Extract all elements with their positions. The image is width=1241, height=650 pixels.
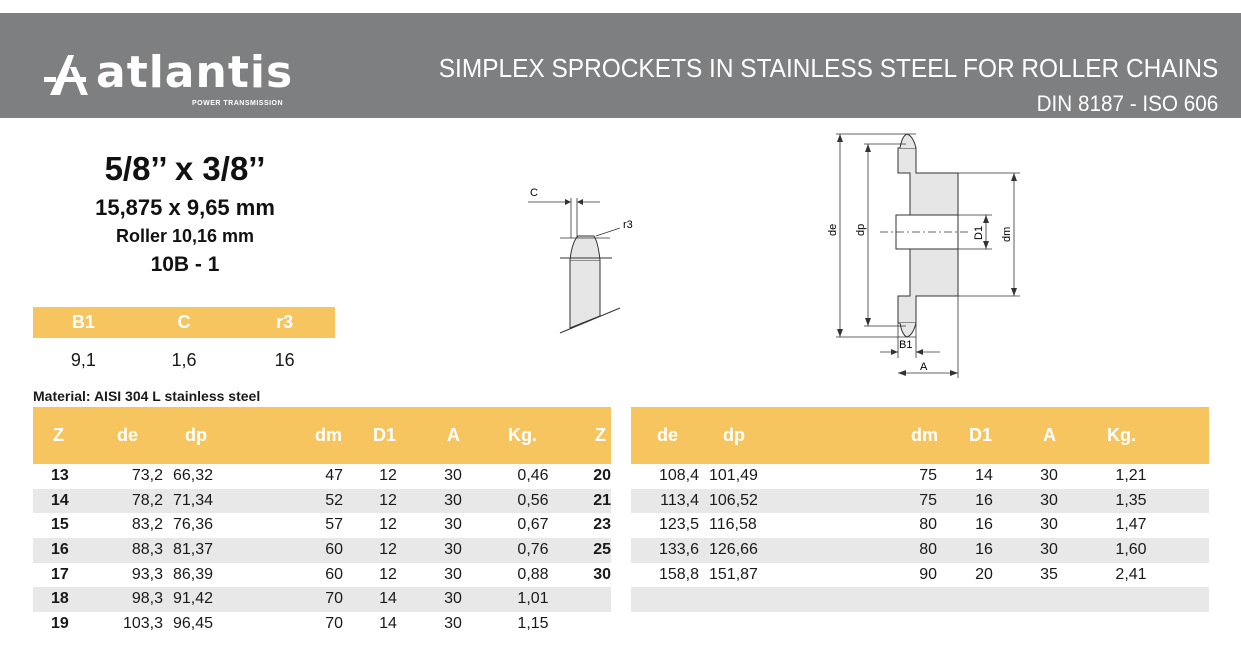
col-a: A	[1043, 425, 1056, 445]
col-de: de	[657, 425, 679, 445]
spec-roller: Roller 10,16 mm	[115, 226, 255, 246]
table-row	[631, 513, 1209, 538]
header-r3: r3	[276, 312, 294, 332]
label-de: de	[827, 223, 839, 236]
cell-kg: 0,76	[517, 541, 549, 559]
header-b1: B1	[71, 312, 95, 332]
cell-d1: 16	[975, 516, 993, 534]
value-b1: 9,1	[70, 350, 96, 370]
cell-kg: 2,41	[1115, 565, 1147, 583]
cell-dp: 101,49	[709, 467, 758, 484]
cell-de: 93,3	[131, 565, 163, 583]
cell-de: 78,2	[131, 491, 163, 509]
cell-kg: 1,21	[1115, 467, 1147, 484]
spec-code: 10B - 1	[150, 253, 220, 276]
cell-kg: 1,60	[1115, 541, 1147, 559]
cell-dm: 60	[325, 565, 343, 583]
cell-z: 13	[51, 467, 69, 484]
cell-a: 35	[1040, 565, 1058, 583]
tooth-table-header	[33, 307, 335, 338]
cell-de: 158,8	[658, 565, 699, 583]
cell-dm: 80	[919, 516, 937, 534]
label-r3: r3	[623, 219, 633, 231]
brand-name: atlantis	[96, 47, 294, 98]
col-a: A	[447, 425, 460, 445]
value-c: 1,6	[171, 350, 197, 370]
cell-de: 83,2	[131, 516, 163, 534]
cell-d1: 12	[379, 565, 397, 583]
cell-dp: 106,52	[709, 491, 758, 509]
spec-pitch-mm: 15,875 x 9,65 mm	[95, 195, 275, 220]
cell-dp: 71,34	[173, 491, 214, 509]
brand-tagline: POWER TRANSMISSION	[192, 100, 284, 107]
tooth-table-row	[33, 350, 335, 371]
cell-a: 30	[444, 565, 462, 583]
cell-z: 14	[51, 491, 69, 509]
cell-dp: 151,87	[709, 565, 758, 583]
col-de: de	[117, 425, 139, 445]
col-dp: dp	[185, 425, 207, 445]
right-z-column	[575, 464, 611, 587]
table-row	[33, 513, 611, 538]
page-title: SIMPLEX SPROCKETS IN STAINLESS STEEL FOR ROLLER CHAINS	[438, 53, 1218, 83]
cell-d1: 12	[379, 516, 397, 534]
table-header	[33, 407, 611, 464]
cell-kg: 1,35	[1115, 491, 1147, 509]
col-z-right: Z	[595, 425, 606, 445]
sprocket-table-right	[631, 407, 1209, 612]
cell-dp: 66,32	[173, 467, 214, 484]
cell-dp: 81,37	[173, 541, 214, 559]
table-row	[33, 612, 611, 637]
cell-dm: 70	[325, 590, 343, 608]
cell-dp: 126,66	[709, 541, 758, 559]
cell-dp: 76,36	[173, 516, 214, 534]
cell-de: 133,6	[658, 541, 699, 559]
tooth-profile-diagram	[520, 178, 650, 338]
col-kg: Kg.	[1107, 425, 1136, 445]
col-dm: dm	[315, 425, 342, 445]
cell-z: 16	[51, 541, 69, 559]
cell-d1: 12	[379, 467, 397, 484]
cell-d1: 14	[379, 590, 397, 608]
cell-de: 103,3	[122, 615, 163, 633]
col-d1: D1	[969, 425, 993, 445]
cell-d1: 12	[379, 491, 397, 509]
cell-d1: 12	[379, 541, 397, 559]
cell-z: 25	[593, 541, 611, 559]
cell-dm: 75	[919, 491, 937, 509]
col-dp: dp	[723, 425, 745, 445]
cell-a: 30	[1040, 467, 1058, 484]
cell-z: 23	[593, 516, 611, 534]
table-row	[33, 587, 611, 612]
label-dm: dm	[1001, 226, 1013, 242]
header-c: C	[177, 312, 191, 332]
cell-a: 30	[444, 541, 462, 559]
cell-a: 30	[1040, 491, 1058, 509]
label-c: C	[530, 187, 538, 199]
cell-dm: 57	[325, 516, 343, 534]
col-kg: Kg.	[508, 425, 537, 445]
cell-dm: 70	[325, 615, 343, 633]
label-b1: B1	[899, 339, 913, 351]
cell-kg: 1,01	[517, 590, 549, 608]
table-row	[33, 563, 611, 588]
sprocket-side-diagram	[820, 128, 1040, 380]
spec-pitch-inch: 5/8’’ x 3/8’’	[104, 150, 266, 187]
page-subtitle: DIN 8187 - ISO 606	[1036, 91, 1218, 116]
table-row	[631, 464, 1209, 489]
cell-a: 30	[444, 516, 462, 534]
label-a: A	[920, 361, 928, 373]
table-body	[631, 464, 1209, 612]
cell-z: 19	[51, 615, 69, 633]
label-d1: D1	[973, 225, 985, 240]
cell-dm: 75	[919, 467, 937, 484]
brand-logo	[44, 47, 304, 107]
cell-d1: 20	[975, 565, 993, 583]
cell-z: 15	[51, 516, 69, 534]
cell-a: 30	[444, 590, 462, 608]
table-row	[631, 538, 1209, 563]
cell-z: 17	[51, 565, 69, 583]
cell-d1: 14	[379, 615, 397, 633]
sprocket-table-left	[33, 407, 611, 637]
cell-d1: 16	[975, 541, 993, 559]
header-bar	[0, 13, 1241, 118]
cell-dm: 52	[325, 491, 343, 509]
cell-dm: 47	[325, 467, 343, 484]
cell-d1: 14	[975, 467, 993, 484]
cell-dp: 96,45	[173, 615, 214, 633]
col-dm: dm	[911, 425, 938, 445]
cell-z: 20	[593, 467, 611, 484]
cell-kg: 0,56	[517, 491, 549, 509]
value-r3: 16	[274, 350, 295, 370]
cell-dm: 90	[919, 565, 937, 583]
table-row	[33, 464, 611, 489]
cell-kg: 0,67	[517, 516, 549, 534]
cell-de: 98,3	[131, 590, 163, 608]
cell-a: 30	[444, 467, 462, 484]
cell-a: 30	[1040, 541, 1058, 559]
material-note: Material: AISI 304 L stainless steel	[33, 388, 261, 404]
cell-kg: 0,46	[517, 467, 549, 484]
cell-d1: 16	[975, 491, 993, 509]
tooth-profile-table	[33, 307, 335, 371]
cell-dm: 80	[919, 541, 937, 559]
table-row	[631, 563, 1209, 588]
cell-dp: 116,58	[709, 516, 757, 534]
table-body	[33, 464, 611, 637]
cell-de: 123,5	[658, 516, 699, 534]
table-row	[33, 489, 611, 514]
cell-de: 108,4	[658, 467, 699, 484]
cell-dp: 91,42	[173, 590, 214, 608]
col-z: Z	[53, 425, 64, 445]
table-row	[33, 538, 611, 563]
label-dp: dp	[855, 223, 867, 236]
cell-a: 30	[1040, 516, 1058, 534]
cell-dm: 60	[325, 541, 343, 559]
cell-z: 30	[593, 565, 611, 583]
cell-z: 21	[593, 491, 611, 509]
col-d1: D1	[373, 425, 397, 445]
cell-a: 30	[444, 491, 462, 509]
cell-dp: 86,39	[173, 565, 214, 583]
cell-kg: 1,47	[1115, 516, 1147, 534]
table-row	[631, 587, 1209, 612]
cell-a: 30	[444, 615, 462, 633]
table-header	[631, 407, 1209, 464]
table-row	[631, 489, 1209, 514]
atlantis-logo-icon	[44, 53, 92, 97]
cell-de: 73,2	[131, 467, 163, 484]
cell-kg: 0,88	[517, 565, 549, 583]
cell-de: 88,3	[131, 541, 163, 559]
cell-kg: 1,15	[517, 615, 549, 633]
cell-de: 113,4	[660, 491, 699, 509]
cell-z: 18	[51, 590, 69, 608]
